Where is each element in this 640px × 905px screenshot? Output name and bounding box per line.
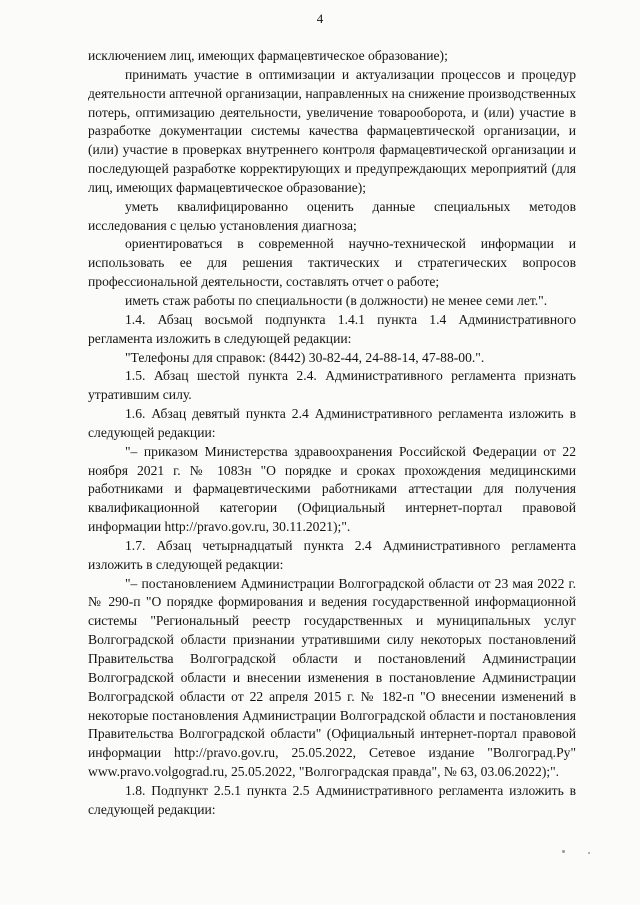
paragraph: 1.6. Абзац девятый пункта 2.4 Административного регламента изложить в следующей редакции: — [88, 406, 576, 440]
scan-speck — [588, 852, 590, 854]
paragraph: уметь квалифицированно оценить данные специальных методов исследования с целью установления диагноза; — [88, 198, 576, 233]
document-body — [88, 47, 576, 820]
paragraph: иметь стаж работы по специальности (в должности) не менее семи лет.". — [125, 292, 548, 308]
paragraph: "– приказом Министерства здравоохранения Российской Федерации от 22 ноября 2021 г. № 1083н "О порядке и сроках прохождения медицинскими работниками и фармацевтическими работниками аттестации для получения квалификационной категории (Официальный интернет-портал правовой информации http://pravo.gov.ru, 30.11.2021);". — [88, 443, 576, 535]
paragraph: 1.7. Абзац четырнадцатый пункта 2.4 Административного регламента изложить в следующей редакции: — [88, 537, 576, 572]
paragraph: ориентироваться в современной научно-технической информации и использовать ее для решения тактических и стратегических вопросов профессиональной деятельности, составлять отчет о работе; — [88, 236, 576, 290]
paragraph: 1.5. Абзац шестой пункта 2.4. Административного регламента признать утратившим силу. — [88, 368, 576, 403]
paragraph: принимать участие в оптимизации и актуализации процессов и процедур деятельности аптечной организации, направленных на снижение производственных потерь, оптимизацию деятельности, увеличение товарооборота, и (или) участие в разработке документации системы качества фармацевтической организации, и (или) участие в проверках внутреннего контроля фармацевтической организации и последующей разработке корректирующих и предупреждающих мероприятий (для лиц, имеющих фармацевтическое образование); — [88, 66, 577, 195]
scan-speck — [562, 850, 565, 853]
paragraph: 1.4. Абзац восьмой подпункта 1.4.1 пункта 1.4 Административного регламента изложить в следующей редакции: — [88, 311, 576, 346]
page-number: 4 — [316, 11, 324, 26]
paragraph: исключением лиц, имеющих фармацевтическое образование); — [88, 48, 448, 63]
paragraph: "Телефоны для справок: (8442) 30-82-44, 24-88-14, 47-88-00.". — [125, 349, 485, 365]
paragraph: "– постановлением Администрации Волгоградской области от 23 мая 2022 г. № 290-п "О порядке формирования и ведения государственной информационной системы "Региональный реестр государственных и муниципальных услуг Волгоградской области признании утратившими силу некоторых постановлений Правительства Волгоградской области и постановлений Администрации Волгоградской области и внесении изменения в постановление Администрации Волгоградской области от 22 апреля 2015 г. № 182-п "О внесении изменений в некоторые постановления Администрации Волгоградской области и постановления Правительства Волгоградской области" (Официальный интернет-портал правовой информации http://pravo.gov.ru, 25.05.2022, Сетевое издание "Волгоград.Ру" www.pravo.volgograd.ru, 25.05.2022, "Волгоградская правда", № 63, 03.06.2022);". — [88, 575, 576, 780]
paragraph: 1.8. Подпункт 2.5.1 пункта 2.5 Административного регламента изложить в следующей редакции: — [88, 782, 576, 817]
